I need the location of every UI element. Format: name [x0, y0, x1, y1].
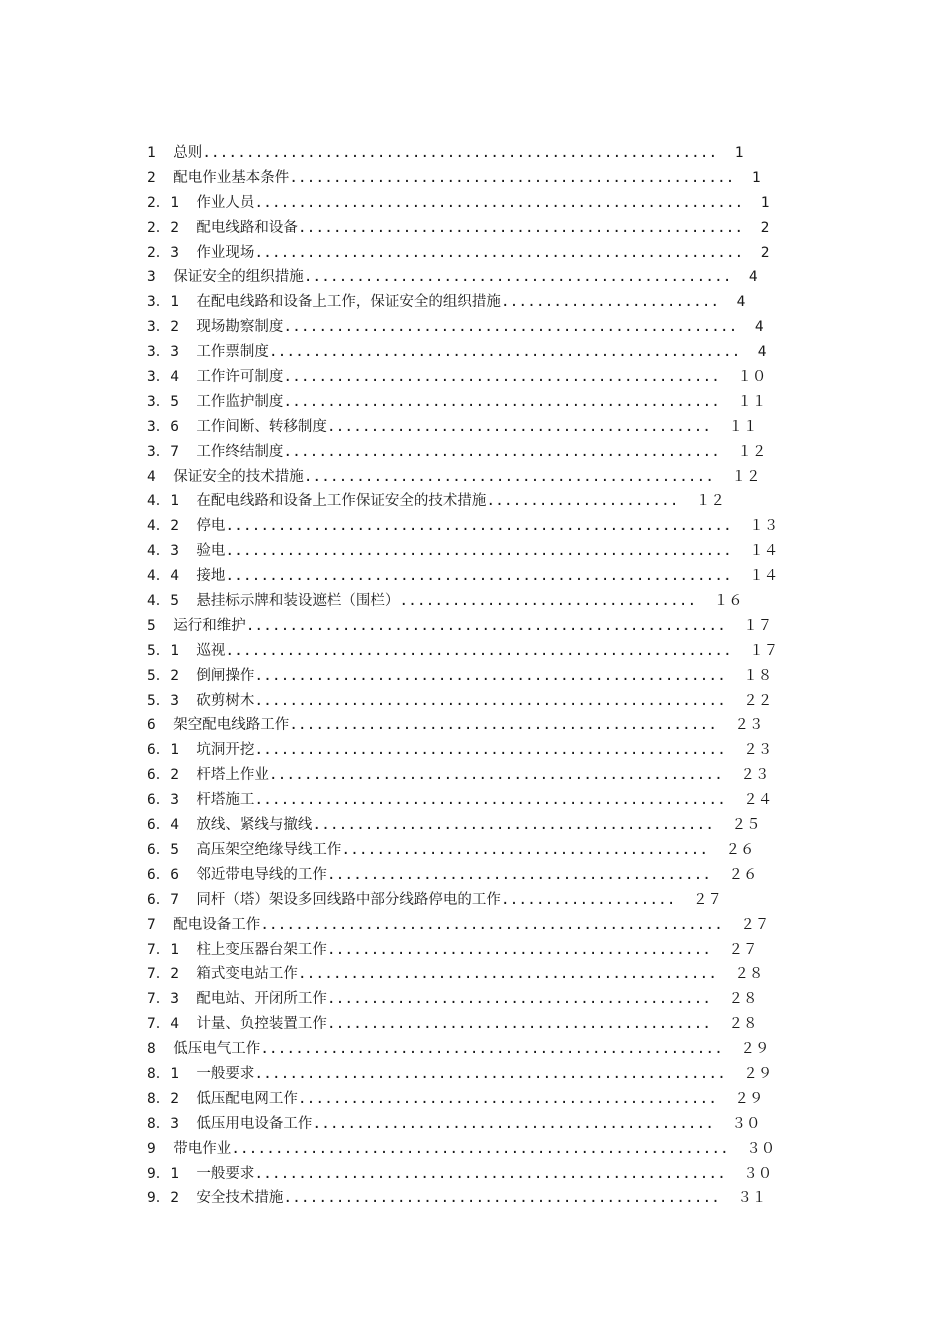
toc-entry: 7．3 配电站、开闭所工作............................................ ２８ [147, 991, 758, 1008]
toc-entry: 5．2 倒闸操作...................................................... １８ [147, 667, 773, 684]
toc-entry: 2．2 配电线路和设备................................................... 2 [147, 219, 770, 236]
toc-entry: 5 运行和维护....................................................... １７ [147, 617, 773, 634]
toc-entry: 4．3 验电.......................................................... １４ [147, 543, 779, 560]
toc-entry: 3．5 工作监护制度.................................................. １１ [147, 393, 767, 410]
toc-entry: 5．1 巡视.......................................................... １７ [147, 642, 779, 659]
toc-entry: 7 配电设备工作..................................................... ２７ [147, 916, 770, 933]
toc-entry: 6．6 邻近带电导线的工作............................................ ２６ [147, 866, 758, 883]
toc-entry: 4 保证安全的技术措施............................................... １２ [147, 468, 761, 485]
toc-entry: 4．5 悬挂标示牌和装设遮栏（围栏）.................................. １６ [147, 593, 743, 610]
toc-entry: 2．1 作业人员........................................................ 1 [147, 194, 770, 211]
toc-entry: 6．1 坑洞开挖...................................................... ２３ [147, 742, 773, 759]
toc-entry: 6．3 杆塔施工...................................................... ２４ [147, 792, 773, 809]
toc-entry: 6．2 杆塔上作业.................................................... ２３ [147, 767, 770, 784]
toc-entry: 6．5 高压架空绝缘导线工作.......................................... ２６ [147, 841, 755, 858]
toc-entry: 4．2 停电.......................................................... １３ [147, 518, 779, 535]
toc-entry: 8．2 低压配电网工作................................................ ２９ [147, 1090, 764, 1107]
toc-entry: 9．1 一般要求...................................................... ３０ [147, 1165, 773, 1182]
toc-entry: 2．3 作业现场........................................................ 2 [147, 244, 770, 261]
toc-entry: 1 总则........................................................... 1 [147, 145, 744, 161]
toc-entry: 8 低压电气工作..................................................... ２９ [147, 1041, 770, 1058]
toc-entry: 9．2 安全技术措施.................................................. ３１ [147, 1190, 767, 1207]
toc-entry: 9 带电作业......................................................... ３０ [147, 1140, 776, 1157]
toc-entry: 4．4 接地.......................................................... １４ [147, 568, 779, 585]
toc-entry: 3．2 现场勘察制度.................................................... 4 [147, 319, 764, 336]
toc-entry: 7．4 计量、负控装置工作............................................ ２８ [147, 1016, 758, 1033]
toc-entry: 3．4 工作许可制度.................................................. １０ [147, 369, 767, 386]
toc-entry: 6 架空配电线路工作................................................. ２３ [147, 717, 764, 734]
toc-entry: 3．3 工作票制度...................................................... 4 [147, 344, 767, 361]
toc-entry: 2 配电作业基本条件................................................... 1 [147, 169, 761, 186]
toc-entry: 3 保证安全的组织措施................................................. 4 [147, 269, 758, 286]
toc-entry: 3．6 工作间断、转移制度............................................ １１ [147, 418, 758, 435]
toc-entry: 6．4 放线、紧线与撤线.............................................. ２５ [147, 817, 761, 834]
toc-entry: 7．1 柱上变压器台架工作............................................ ２７ [147, 941, 758, 958]
toc-entry: 7．2 箱式变电站工作................................................ ２８ [147, 966, 764, 983]
toc-entry: 4．1 在配电线路和设备上工作保证安全的技术措施...................... １２ [147, 493, 725, 510]
toc-entry: 8．1 一般要求...................................................... ２９ [147, 1065, 773, 1082]
toc-entry: 8．3 低压用电设备工作.............................................. ３０ [147, 1115, 761, 1132]
table-of-contents [147, 141, 787, 1211]
toc-entry: 6．7 同杆（塔）架设多回线路中部分线路停电的工作.................... ２７ [147, 891, 722, 908]
toc-entry: 5．3 砍剪树木...................................................... ２２ [147, 692, 773, 709]
toc-entry: 3．7 工作终结制度.................................................. １２ [147, 443, 767, 460]
toc-entry: 3．1 在配电线路和设备上工作，保证安全的组织措施......................... 4 [147, 294, 746, 311]
